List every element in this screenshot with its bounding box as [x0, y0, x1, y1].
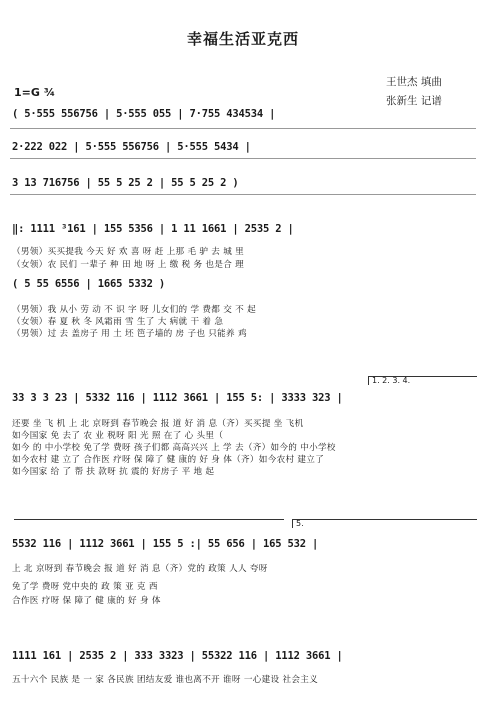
lyricist-credit: 王世杰 填曲: [386, 76, 442, 88]
lyric-line: 五十六个 民族 是 一 家 各民族 团结友爱 谁也离不开 谁呀 一心建设 社会主义: [12, 675, 319, 685]
lyric-line: 如今国家 给 了 帮 扶 款呀 抗 震的 好房子 平 地 起: [12, 467, 215, 477]
lyric-line: （女领）春 夏 秋 冬 风霜雨 雪 生了 大 病就 干 着 急: [12, 317, 224, 327]
lyric-line: （男领）过 去 盖房子 用 土 坯 笆子墙的 房 子也 只能养 鸡: [12, 329, 247, 339]
melody-line: ‖: 1111 ³161 | 155 5356 | 1 11 1661 | 2535 2 |: [12, 223, 294, 235]
lyric-line: 免了学 费呀 党中央的 政 策 亚 克 西: [12, 582, 158, 592]
melody-line: ( 5 55 6556 | 1665 5332 ): [12, 278, 166, 290]
lyric-line: （女领）农 民们 一辈子 种 田 地 呀 上 缴 税 务 也是合 理: [12, 260, 245, 270]
intro-line-1: ( 5·555 556756 | 5·555 055 | 7·755 434534 |: [12, 108, 276, 120]
melody-line: 33 3 3 23 | 5332 116 | 1112 3661 | 155 5: | 3333 323 |: [12, 392, 343, 404]
volta-bracket-continuation: [14, 519, 284, 528]
melody-line: 5532 116 | 1112 3661 | 155 5 :| 55 656 | 165 532 |: [12, 538, 319, 550]
lyric-line: 上 北 京呀到 春节晚会 报 道 好 消 息（齐）党的 政策 人人 夸呀: [12, 564, 268, 574]
staff-line: [10, 194, 476, 195]
volta-bracket: [292, 519, 477, 528]
song-title: 幸福生活亚克西: [186, 30, 299, 48]
intro-line-2: 2·222 022 | 5·555 556756 | 5·555 5434 |: [12, 141, 251, 153]
lyric-line: 如今国家 免 去了 农 业 税呀 阳 光 照 在了 心 头里（: [12, 431, 224, 441]
staff-line: [10, 158, 476, 159]
staff-line: [10, 128, 476, 129]
key-signature: 1=G ¾: [14, 86, 56, 99]
volta-label: 1. 2. 3. 4.: [372, 376, 411, 385]
lyric-line: （男领）我 从小 劳 动 不 识 字 呀 儿女们的 学 费都 交 不 起: [12, 305, 256, 315]
intro-line-3: 3 13 716756 | 55 5 25 2 | 55 5 25 2 ): [12, 177, 239, 189]
lyric-line: （男领）买买提我 今天 好 欢 喜 呀 赶 上那 毛 驴 去 城 里: [12, 247, 245, 257]
lyric-line: 如今农村 建 立了 合作医 疗呀 保 障了 健 康的 好 身 体（齐）如今农村 建立了: [12, 455, 325, 465]
lyric-line: 还要 坐 飞 机 上 北 京呀到 春节晚会 报 道 好 消 息（齐）买买提 坐 飞机: [12, 419, 304, 429]
volta-label: 5.: [296, 519, 304, 528]
lyric-line: 合作医 疗呀 保 障了 健 康的 好 身 体: [12, 596, 161, 606]
transcriber-credit: 张新生 记谱: [386, 95, 442, 107]
lyric-line: 如今 的 中小学校 免了学 费呀 孩子们都 高高兴兴 上 学 去（齐）如今的 中小学校: [12, 443, 336, 453]
melody-line: 1111 161 | 2535 2 | 333 3323 | 55322 116 | 1112 3661 |: [12, 650, 343, 662]
